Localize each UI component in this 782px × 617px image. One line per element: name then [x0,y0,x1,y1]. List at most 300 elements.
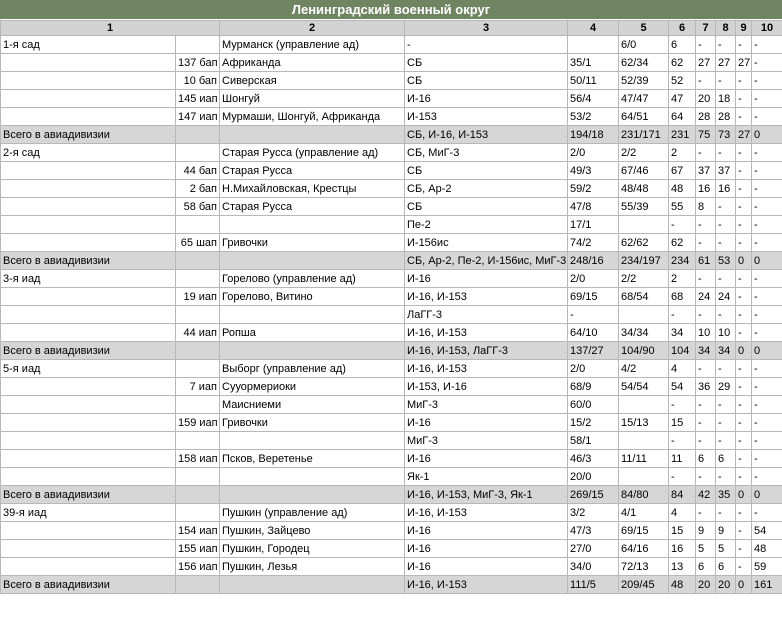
value-cell-6: 4 [669,504,696,522]
value-cell-8: 20 [716,576,736,594]
division-cell [1,306,176,324]
aircraft-types-cell: Пе-2 [405,216,568,234]
value-cell-9: - [736,432,752,450]
value-cell-6: - [669,468,696,486]
value-cell-7: 28 [696,108,716,126]
aircraft-types-cell: И-153, И-16 [405,378,568,396]
airfield-cell: Ропша [220,324,405,342]
table-row [1,450,782,468]
value-cell-9: - [736,540,752,558]
division-cell [1,288,176,306]
table-row [1,378,782,396]
airfield-cell: Пушкин, Лезья [220,558,405,576]
value-cell-5: 84/80 [619,486,669,504]
value-cell-10: - [752,360,782,378]
value-cell-7: - [696,306,716,324]
table-row [1,504,782,522]
value-cell-7: - [696,468,716,486]
value-cell-8: 73 [716,126,736,144]
aircraft-types-cell: СБ, Ар-2, Пе-2, И-156ис, МиГ-3 [405,252,568,270]
value-cell-6: 67 [669,162,696,180]
regiment-cell [176,486,220,504]
value-cell-6: 16 [669,540,696,558]
airfield-cell [220,306,405,324]
division-cell [1,180,176,198]
value-cell-7: 6 [696,558,716,576]
value-cell-9: - [736,306,752,324]
value-cell-8: - [716,234,736,252]
value-cell-9: - [736,522,752,540]
value-cell-10: - [752,234,782,252]
value-cell-8: 18 [716,90,736,108]
value-cell-9: - [736,216,752,234]
airfield-cell: Мурмаши, Шонгуй, Африканда [220,108,405,126]
regiment-cell [176,144,220,162]
division-cell [1,450,176,468]
value-cell-10: - [752,54,782,72]
value-cell-10: - [752,108,782,126]
value-cell-7: 34 [696,342,716,360]
airfield-cell [220,576,405,594]
value-cell-6: 15 [669,414,696,432]
division-cell [1,216,176,234]
aircraft-types-cell: СБ [405,54,568,72]
value-cell-7: 10 [696,324,716,342]
value-cell-10: 59 [752,558,782,576]
value-cell-10: 48 [752,540,782,558]
value-cell-4: 68/9 [568,378,619,396]
aircraft-types-cell: И-16, И-153 [405,324,568,342]
aircraft-types-cell: СБ [405,198,568,216]
value-cell-10: 0 [752,486,782,504]
regiment-cell: 156 иап [176,558,220,576]
value-cell-10: - [752,72,782,90]
value-cell-5 [619,396,669,414]
division-cell [1,54,176,72]
value-cell-5: 231/171 [619,126,669,144]
division-cell [1,540,176,558]
value-cell-10: - [752,396,782,414]
value-cell-8: 6 [716,558,736,576]
value-cell-7: 8 [696,198,716,216]
value-cell-8: - [716,414,736,432]
regiment-cell: 58 бап [176,198,220,216]
airfield-cell: Н.Михайловская, Крестцы [220,180,405,198]
value-cell-9: - [736,162,752,180]
value-cell-5 [619,306,669,324]
header-cell: 5 [619,21,669,36]
value-cell-8: 28 [716,108,736,126]
table-row [1,360,782,378]
header-cell: 7 [696,21,716,36]
value-cell-4: 15/2 [568,414,619,432]
value-cell-9: 27 [736,54,752,72]
value-cell-9: 0 [736,576,752,594]
table-row [1,288,782,306]
value-cell-10: 0 [752,252,782,270]
value-cell-9: - [736,504,752,522]
airfield-cell: Гривочки [220,234,405,252]
table-row [1,324,782,342]
value-cell-5: 67/46 [619,162,669,180]
value-cell-7: - [696,36,716,54]
value-cell-6: 13 [669,558,696,576]
division-cell [1,198,176,216]
airfield-cell: Гривочки [220,414,405,432]
value-cell-10: - [752,216,782,234]
value-cell-8: - [716,360,736,378]
value-cell-7: - [696,72,716,90]
aircraft-types-cell: - [405,36,568,54]
table-row [1,90,782,108]
value-cell-9: 0 [736,486,752,504]
division-cell [1,90,176,108]
value-cell-7: - [696,396,716,414]
value-cell-7: - [696,360,716,378]
value-cell-5: 69/15 [619,522,669,540]
regiment-cell: 154 иап [176,522,220,540]
division-cell: 3-я иад [1,270,176,288]
value-cell-5: 234/197 [619,252,669,270]
value-cell-7: 75 [696,126,716,144]
aircraft-types-cell: СБ, И-16, И-153 [405,126,568,144]
value-cell-6: 64 [669,108,696,126]
value-cell-6: 2 [669,144,696,162]
table-row [1,72,782,90]
aircraft-types-cell: И-16 [405,558,568,576]
value-cell-4: 34/0 [568,558,619,576]
table-row [1,414,782,432]
division-cell [1,324,176,342]
table-body [1,36,782,594]
value-cell-5: 11/11 [619,450,669,468]
table-row [1,558,782,576]
table-row [1,216,782,234]
header-cell: 6 [669,21,696,36]
division-cell: Всего в авиадивизии [1,576,176,594]
value-cell-9: - [736,90,752,108]
value-cell-10: - [752,180,782,198]
value-cell-7: - [696,504,716,522]
airfield-cell: Псков, Веретенье [220,450,405,468]
value-cell-9: - [736,378,752,396]
value-cell-5: 2/2 [619,144,669,162]
airfield-cell: Горелово (управление ад) [220,270,405,288]
airfield-cell [220,216,405,234]
total-row [1,342,782,360]
value-cell-4: 20/0 [568,468,619,486]
regiment-cell: 65 шап [176,234,220,252]
value-cell-4: 50/11 [568,72,619,90]
value-cell-6: 84 [669,486,696,504]
value-cell-9: 0 [736,252,752,270]
value-cell-10: - [752,378,782,396]
value-cell-6: 6 [669,36,696,54]
aircraft-types-cell: СБ, МиГ-3 [405,144,568,162]
division-cell [1,432,176,450]
value-cell-5: 6/0 [619,36,669,54]
regiment-cell [176,252,220,270]
value-cell-9: - [736,414,752,432]
value-cell-5: 68/54 [619,288,669,306]
value-cell-7: 24 [696,288,716,306]
value-cell-4: 269/15 [568,486,619,504]
value-cell-4: 17/1 [568,216,619,234]
value-cell-4 [568,36,619,54]
regiment-cell [176,270,220,288]
value-cell-6: 231 [669,126,696,144]
table-row [1,180,782,198]
value-cell-9: - [736,270,752,288]
aircraft-types-cell: МиГ-3 [405,432,568,450]
value-cell-8: - [716,198,736,216]
regiment-cell: 7 иап [176,378,220,396]
value-cell-6: 55 [669,198,696,216]
table-row [1,234,782,252]
value-cell-6: 2 [669,270,696,288]
header-cell: 3 [405,21,568,36]
value-cell-10: - [752,450,782,468]
value-cell-9: - [736,558,752,576]
aircraft-types-cell: И-153 [405,108,568,126]
value-cell-7: - [696,414,716,432]
aircraft-types-cell: И-16 [405,540,568,558]
value-cell-10: - [752,288,782,306]
value-cell-7: 42 [696,486,716,504]
aircraft-types-cell: И-16, И-153 [405,360,568,378]
value-cell-4: 74/2 [568,234,619,252]
value-cell-4: 69/15 [568,288,619,306]
value-cell-6: - [669,396,696,414]
division-cell [1,378,176,396]
value-cell-8: 27 [716,54,736,72]
value-cell-6: 52 [669,72,696,90]
value-cell-10: - [752,162,782,180]
value-cell-4: - [568,306,619,324]
aircraft-types-cell: Як-1 [405,468,568,486]
value-cell-9: - [736,468,752,486]
aircraft-types-cell: И-16 [405,522,568,540]
value-cell-8: - [716,72,736,90]
value-cell-5 [619,468,669,486]
aircraft-types-cell: И-16, И-153, МиГ-3, Як-1 [405,486,568,504]
total-row [1,252,782,270]
aircraft-types-cell: И-16 [405,414,568,432]
value-cell-9: 0 [736,342,752,360]
value-cell-4: 2/0 [568,360,619,378]
value-cell-4: 47/3 [568,522,619,540]
regiment-cell: 19 иап [176,288,220,306]
value-cell-7: 9 [696,522,716,540]
airfield-cell: Мурманск (управление ад) [220,36,405,54]
value-cell-6: 34 [669,324,696,342]
value-cell-8: 16 [716,180,736,198]
total-row [1,126,782,144]
value-cell-9: - [736,396,752,414]
regiment-cell: 147 иап [176,108,220,126]
regiment-cell [176,468,220,486]
table-row [1,162,782,180]
value-cell-6: 11 [669,450,696,468]
value-cell-8: - [716,432,736,450]
table-row [1,108,782,126]
regiment-cell [176,342,220,360]
airfield-cell: Горелово, Витино [220,288,405,306]
value-cell-4: 111/5 [568,576,619,594]
regiment-cell [176,396,220,414]
value-cell-9: - [736,36,752,54]
table-row [1,36,782,54]
value-cell-8: - [716,306,736,324]
value-cell-6: 62 [669,234,696,252]
regiment-cell: 2 бап [176,180,220,198]
value-cell-9: - [736,324,752,342]
aircraft-types-cell: И-156ис [405,234,568,252]
division-cell: 1-я сад [1,36,176,54]
airfield-cell: Маисниеми [220,396,405,414]
value-cell-7: 36 [696,378,716,396]
division-cell [1,414,176,432]
value-cell-9: - [736,144,752,162]
division-cell [1,558,176,576]
airfield-cell: Шонгуй [220,90,405,108]
aircraft-types-cell: И-16, И-153 [405,576,568,594]
table-row [1,54,782,72]
value-cell-4: 64/10 [568,324,619,342]
value-cell-4: 49/3 [568,162,619,180]
value-cell-7: 6 [696,450,716,468]
value-cell-4: 53/2 [568,108,619,126]
value-cell-5: 4/2 [619,360,669,378]
value-cell-8: 5 [716,540,736,558]
table-row [1,396,782,414]
value-cell-7: - [696,432,716,450]
value-cell-5: 209/45 [619,576,669,594]
division-cell: 2-я сад [1,144,176,162]
value-cell-5: 48/48 [619,180,669,198]
value-cell-6: 15 [669,522,696,540]
value-cell-5: 4/1 [619,504,669,522]
value-cell-7: - [696,270,716,288]
value-cell-7: 20 [696,90,716,108]
value-cell-6: - [669,306,696,324]
value-cell-7: 5 [696,540,716,558]
value-cell-10: - [752,504,782,522]
value-cell-6: 47 [669,90,696,108]
header-cell: 2 [220,21,405,36]
aircraft-types-cell: И-16 [405,450,568,468]
value-cell-8: - [716,504,736,522]
value-cell-10: - [752,468,782,486]
regiment-cell: 158 иап [176,450,220,468]
value-cell-9: - [736,288,752,306]
value-cell-7: 16 [696,180,716,198]
aircraft-types-cell: И-16, И-153 [405,288,568,306]
value-cell-4: 27/0 [568,540,619,558]
value-cell-6: 4 [669,360,696,378]
value-cell-10: - [752,36,782,54]
aircraft-types-cell: СБ [405,72,568,90]
airfield-cell [220,486,405,504]
value-cell-10: - [752,306,782,324]
table-row [1,522,782,540]
aircraft-types-cell: СБ, Ар-2 [405,180,568,198]
value-cell-10: - [752,90,782,108]
value-cell-8: 35 [716,486,736,504]
value-cell-5: 15/13 [619,414,669,432]
value-cell-10: - [752,144,782,162]
value-cell-5: 55/39 [619,198,669,216]
value-cell-4: 2/0 [568,144,619,162]
header-cell: 4 [568,21,619,36]
value-cell-10: 0 [752,342,782,360]
aircraft-types-cell: И-16, И-153 [405,504,568,522]
division-cell: 39-я иад [1,504,176,522]
airfield-cell: Пушкин, Зайцево [220,522,405,540]
value-cell-9: - [736,108,752,126]
airfield-cell: Сууормериоки [220,378,405,396]
value-cell-7: 20 [696,576,716,594]
table-title: Ленинградский военный округ [0,0,782,19]
airfield-cell: Старая Русса (управление ад) [220,144,405,162]
value-cell-5: 64/51 [619,108,669,126]
value-cell-8: 6 [716,450,736,468]
division-cell: 5-я иад [1,360,176,378]
header-cell: 9 [736,21,752,36]
aircraft-types-cell: ЛаГГ-3 [405,306,568,324]
regiment-cell: 10 бап [176,72,220,90]
value-cell-4: 137/27 [568,342,619,360]
value-cell-8: - [716,216,736,234]
value-cell-4: 248/16 [568,252,619,270]
value-cell-9: - [736,180,752,198]
value-cell-8: - [716,396,736,414]
aircraft-types-cell: И-16, И-153, ЛаГГ-3 [405,342,568,360]
value-cell-10: - [752,198,782,216]
value-cell-5: 34/34 [619,324,669,342]
division-cell [1,162,176,180]
value-cell-8: 37 [716,162,736,180]
value-cell-4: 35/1 [568,54,619,72]
regiment-cell [176,360,220,378]
value-cell-7: 61 [696,252,716,270]
regiment-cell [176,576,220,594]
value-cell-9: 27 [736,126,752,144]
value-cell-10: - [752,414,782,432]
value-cell-4: 46/3 [568,450,619,468]
airfield-cell: Африканда [220,54,405,72]
value-cell-7: - [696,216,716,234]
table-row [1,270,782,288]
table-row [1,198,782,216]
value-cell-4: 2/0 [568,270,619,288]
value-cell-10: - [752,324,782,342]
division-cell [1,522,176,540]
airfield-cell: Выборг (управление ад) [220,360,405,378]
value-cell-4: 56/4 [568,90,619,108]
airfield-cell [220,342,405,360]
division-cell [1,396,176,414]
division-cell: Всего в авиадивизии [1,126,176,144]
value-cell-8: - [716,36,736,54]
value-cell-9: - [736,198,752,216]
value-cell-9: - [736,360,752,378]
regiment-cell [176,216,220,234]
value-cell-5: 2/2 [619,270,669,288]
division-cell [1,468,176,486]
value-cell-8: 9 [716,522,736,540]
table-row [1,306,782,324]
